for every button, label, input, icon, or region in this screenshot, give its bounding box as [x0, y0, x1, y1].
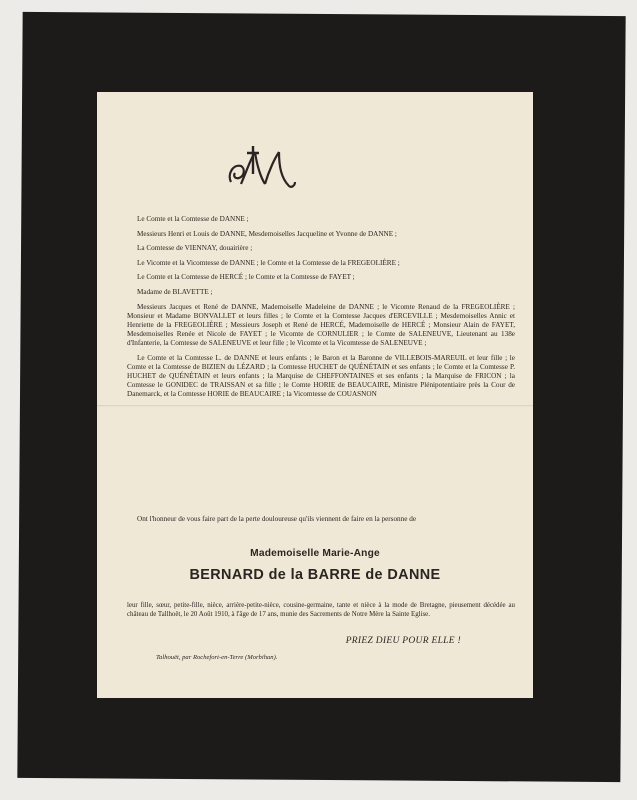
- family-list: [127, 215, 515, 405]
- family-paragraph: Le Comte et la Comtesse de DANNE ;: [137, 215, 249, 223]
- death-details: leur fille, sœur, petite-fille, nièce, arrière-petite-nièce, cousine-germaine, tante et nièce à la mode de Bretagne, pieusement décédée au château de Tallhoët, le 20 Août 1910, à l'âge de 17 ans, munie des Sacrements de Notre Mère la Sainte Eglise.: [127, 602, 515, 619]
- family-paragraph: Madame de BLAVETTE ;: [137, 287, 213, 296]
- deceased-first-name: Mademoiselle Marie-Ange: [250, 548, 380, 559]
- family-paragraph: Messieurs Henri et Louis de DANNE, Mesdemoiselles Jacqueline et Yvonne de DANNE ;: [137, 229, 397, 238]
- deceased-family-name: BERNARD de la BARRE de DANNE: [189, 567, 441, 583]
- announcement-text: [127, 515, 515, 524]
- paper-fold-line: [97, 405, 533, 407]
- prayer-line: PRIEZ DIEU POUR ELLE !: [345, 636, 461, 646]
- family-paragraph: La Comtesse de VIENNAY, douairière ;: [137, 244, 253, 253]
- monogram-text: M: [262, 178, 263, 179]
- family-paragraph: Le Comte et la Comtesse L. de DANNE et leurs enfants ; le Baron et la Baronne de VILLEBOIS-MAREUIL et leur fille ; le Comte et la Comtesse de BIZIEN du LÉZARD ; la Comtesse HUCHET de QUÉNÉTAIN et ses enfants ; le Comte et la Comtesse P. HUCHET de QUÉNÉTAIN et leurs enfants ; la Marquise de CHEFFONTAINES et ses enfants ; la Marquise de FRICON ; la Comtesse le GONIDEC de TRAISSAN et sa fille ; le Comte HORIE de BEAUCAIRE, Ministre Plénipotentiaire près la Cour de Danemarck, et la Comtesse HORIE de BEAUCAIRE ; la Vicomtesse de COUASNON: [127, 353, 515, 398]
- family-paragraph: Le Comte et la Comtesse de HERCÉ ; le Comte et la Comtesse de FAYET ;: [137, 273, 355, 282]
- family-paragraph: Le Vicomte et la Vicomtesse de DANNE ; le Comte et la Comtesse de la FREGEOLIÈRE ;: [137, 258, 400, 267]
- mourning-notice-paper: [97, 92, 533, 698]
- family-paragraph: Messieurs Jacques et René de DANNE, Mademoiselle Madeleine de DANNE ; le Vicomte Renaud de la FREGEOLIÈRE ; Monsieur et Madame BONVALLET et leurs filles ; le Comte et la Comtesse Jacques d'ERCEVILLE ; Mesdemoiselles Annic et Henriette de la FREGEOLIÈRE ; Messieurs Joseph et René de HERCÉ, Mademoiselle de HERCÉ ; Monsieur Alain de FAYET, Mesdemoiselles Renée et Nicole de FAYET ; le Vicomte de CORNULIER ; le Comte de SALENEUVE, Lieutenant au 138e d'Infanterie, la Comtesse de SALENEUVE et leur fille ; le Vicomte et la Vicomtesse de SALENEUVE ;: [127, 302, 515, 347]
- location-line: Talhouët, par Rochefort-en-Terre (Morbihan).: [156, 654, 278, 661]
- monogram-cross-icon: [225, 144, 299, 194]
- announcement-paragraph: Ont l'honneur de vous faire part de la perte douloureuse qu'ils viennent de faire en la personne de: [137, 515, 417, 523]
